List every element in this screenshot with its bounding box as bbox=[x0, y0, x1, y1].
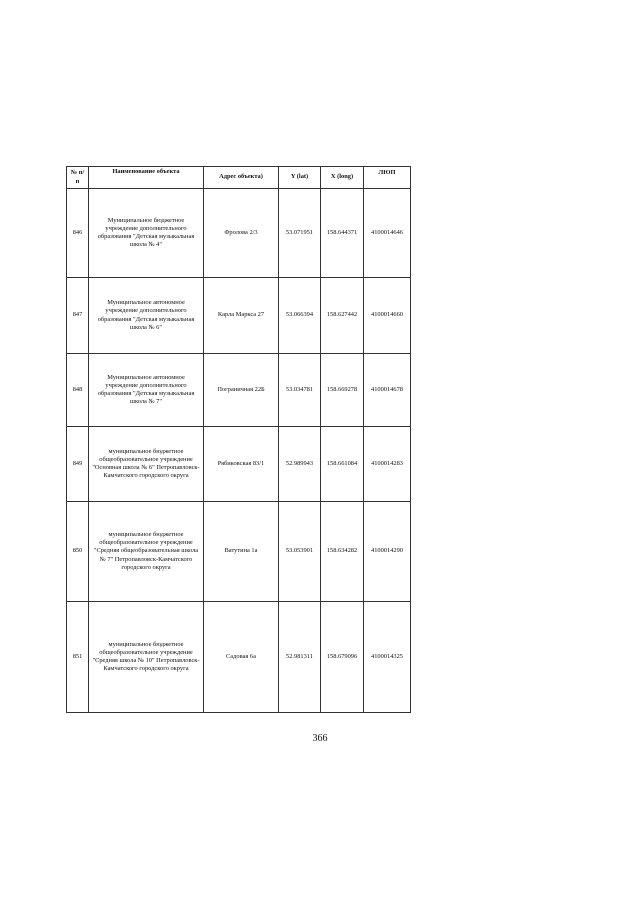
object-address: Ватутина 1а bbox=[204, 502, 279, 602]
row-number: 850 bbox=[67, 502, 89, 602]
object-code: 4100014678 bbox=[364, 354, 411, 427]
table-row bbox=[67, 502, 411, 602]
table-row bbox=[67, 189, 411, 278]
object-long: 158.679096 bbox=[321, 602, 364, 713]
row-number: 851 bbox=[67, 602, 89, 713]
header-code: ЛЮП bbox=[364, 167, 411, 189]
header-lat: Y (lat) bbox=[279, 167, 321, 189]
object-name: Муниципальное бюджетное учреждение дополнительного образования "Детская музыкальная школа № 4" bbox=[89, 189, 204, 278]
register-table bbox=[66, 166, 411, 713]
row-number: 846 bbox=[67, 189, 89, 278]
object-address: Рябиковская 83/1 bbox=[204, 427, 279, 502]
row-number: 848 bbox=[67, 354, 89, 427]
object-address: Садовая 6а bbox=[204, 602, 279, 713]
object-long: 158.627442 bbox=[321, 278, 364, 354]
object-long: 158.644371 bbox=[321, 189, 364, 278]
object-address: Фролова 2/3 bbox=[204, 189, 279, 278]
header-no: № п/п bbox=[67, 167, 89, 189]
object-address: Пограничная 22Б bbox=[204, 354, 279, 427]
object-name: муниципальное бюджетное общеобразовательное учреждение "Средняя общеобразовательная школа № 7" Петропавловск-Камчатского городского округа bbox=[89, 502, 204, 602]
row-number: 847 bbox=[67, 278, 89, 354]
object-long: 158.669278 bbox=[321, 354, 364, 427]
object-code: 4100014646 bbox=[364, 189, 411, 278]
table-row bbox=[67, 354, 411, 427]
object-code: 4100014283 bbox=[364, 427, 411, 502]
table-header-row bbox=[67, 167, 411, 189]
object-code: 4100014290 bbox=[364, 502, 411, 602]
object-code: 4100014660 bbox=[364, 278, 411, 354]
header-long: X (long) bbox=[321, 167, 364, 189]
object-lat: 52.989943 bbox=[279, 427, 321, 502]
object-long: 158.661084 bbox=[321, 427, 364, 502]
object-name: муниципальное бюджетное общеобразовательное учреждение "Основная школа № 6" Петропавловск-Камчатского городского округа bbox=[89, 427, 204, 502]
table-row bbox=[67, 278, 411, 354]
header-address: Адрес объекта) bbox=[204, 167, 279, 189]
header-name: Наименование объекта bbox=[89, 167, 204, 189]
object-lat: 53.034781 bbox=[279, 354, 321, 427]
object-name: Муниципальное автономное учреждение дополнительного образования "Детская музыкальная школа № 6" bbox=[89, 278, 204, 354]
table-row bbox=[67, 427, 411, 502]
object-address: Карла Маркса 27 bbox=[204, 278, 279, 354]
object-long: 158.634282 bbox=[321, 502, 364, 602]
object-name: муниципальное бюджетное общеобразовательное учреждение "Средняя школа № 10" Петропавловск-Камчатского городского округа bbox=[89, 602, 204, 713]
object-lat: 53.071951 bbox=[279, 189, 321, 278]
page-number: 366 bbox=[312, 733, 328, 744]
table-row bbox=[67, 602, 411, 713]
row-number: 849 bbox=[67, 427, 89, 502]
object-name: Муниципальное автономное учреждение дополнительного образования "Детская музыкальная школа № 7" bbox=[89, 354, 204, 427]
object-lat: 52.981311 bbox=[279, 602, 321, 713]
object-lat: 53.053901 bbox=[279, 502, 321, 602]
object-code: 4100014325 bbox=[364, 602, 411, 713]
object-lat: 53.066394 bbox=[279, 278, 321, 354]
